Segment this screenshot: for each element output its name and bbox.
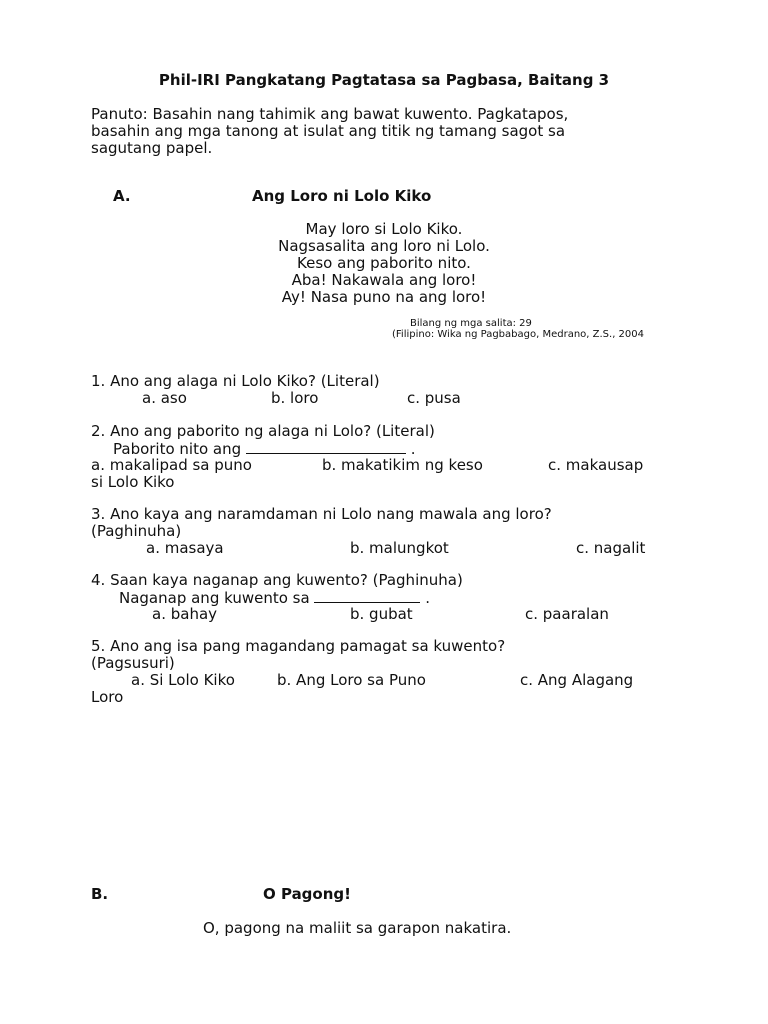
question-4-option-a: a. bahay: [152, 605, 218, 623]
answer-blank: [246, 440, 406, 454]
question-1-option-c: c. pusa: [407, 389, 461, 407]
source-citation: (Filipino: Wika ng Pagbabago, Medrano, Z.S., 2004: [392, 329, 644, 340]
instructions-line-1: Panuto: Basahin nang tahimik ang bawat kuwento. Pagkatapos,: [91, 105, 569, 123]
question-3-text-cont: (Paghinuha): [91, 522, 182, 540]
question-1-text: 1. Ano ang alaga ni Lolo Kiko? (Literal): [91, 372, 380, 390]
story-a-line-3: Keso ang paborito nito.: [297, 254, 471, 272]
question-2-prompt-end: .: [410, 440, 416, 458]
section-b-story-title: O Pagong!: [263, 885, 351, 903]
question-3-option-b: b. malungkot: [350, 539, 449, 557]
story-a-line-1: May loro si Lolo Kiko.: [305, 220, 463, 238]
question-5-option-a: a. Si Lolo Kiko: [131, 671, 235, 689]
question-1-option-b: b. loro: [271, 389, 319, 407]
question-5-text: 5. Ano ang isa pang magandang pamagat sa kuwento?: [91, 637, 506, 655]
question-4-prompt-end: .: [425, 589, 431, 607]
question-2-option-a: a. makalipad sa puno: [91, 456, 252, 474]
question-5-option-b: b. Ang Loro sa Puno: [277, 671, 426, 689]
answer-blank: [314, 589, 420, 603]
question-2-prompt-text: Paborito nito ang: [113, 440, 242, 458]
question-4-prompt: [119, 589, 430, 607]
question-4-option-c: c. paaralan: [525, 605, 609, 623]
question-2-prompt: [113, 440, 416, 458]
question-4-text: 4. Saan kaya naganap ang kuwento? (Paghinuha): [91, 571, 463, 589]
question-3-text: 3. Ano kaya ang naramdaman ni Lolo nang mawala ang loro?: [91, 505, 552, 523]
question-3-option-a: a. masaya: [146, 539, 224, 557]
story-a-line-4: Aba! Nakawala ang loro!: [291, 271, 477, 289]
instructions-line-3: sagutang papel.: [91, 139, 213, 157]
question-1-option-a: a. aso: [142, 389, 187, 407]
section-b-letter: B.: [91, 885, 109, 903]
question-2-text: 2. Ano ang paborito ng alaga ni Lolo? (Literal): [91, 422, 435, 440]
question-2-option-c-cont: si Lolo Kiko: [91, 473, 175, 491]
instructions-line-2: basahin ang mga tanong at isulat ang titik ng tamang sagot sa: [91, 122, 566, 140]
page-title: Phil-IRI Pangkatang Pagtatasa sa Pagbasa, Baitang 3: [158, 71, 610, 89]
story-a-line-2: Nagsasalita ang loro ni Lolo.: [278, 237, 490, 255]
question-2-option-c: c. makausap: [548, 456, 644, 474]
question-5-text-cont: (Pagsusuri): [91, 654, 175, 672]
question-5-option-c: c. Ang Alagang: [520, 671, 634, 689]
question-4-prompt-text: Naganap ang kuwento sa: [119, 589, 310, 607]
question-3-option-c: c. nagalit: [576, 539, 646, 557]
question-2-option-b: b. makatikim ng keso: [322, 456, 483, 474]
section-a-letter: A.: [113, 187, 131, 205]
section-a-story-title: Ang Loro ni Lolo Kiko: [252, 187, 432, 205]
question-4-option-b: b. gubat: [350, 605, 413, 623]
question-5-option-c-cont: Loro: [91, 688, 124, 706]
story-b-line-1: O, pagong na maliit sa garapon nakatira.: [203, 919, 512, 937]
word-count: Bilang ng mga salita: 29: [410, 318, 532, 329]
story-a-line-5: Ay! Nasa puno na ang loro!: [281, 288, 487, 306]
